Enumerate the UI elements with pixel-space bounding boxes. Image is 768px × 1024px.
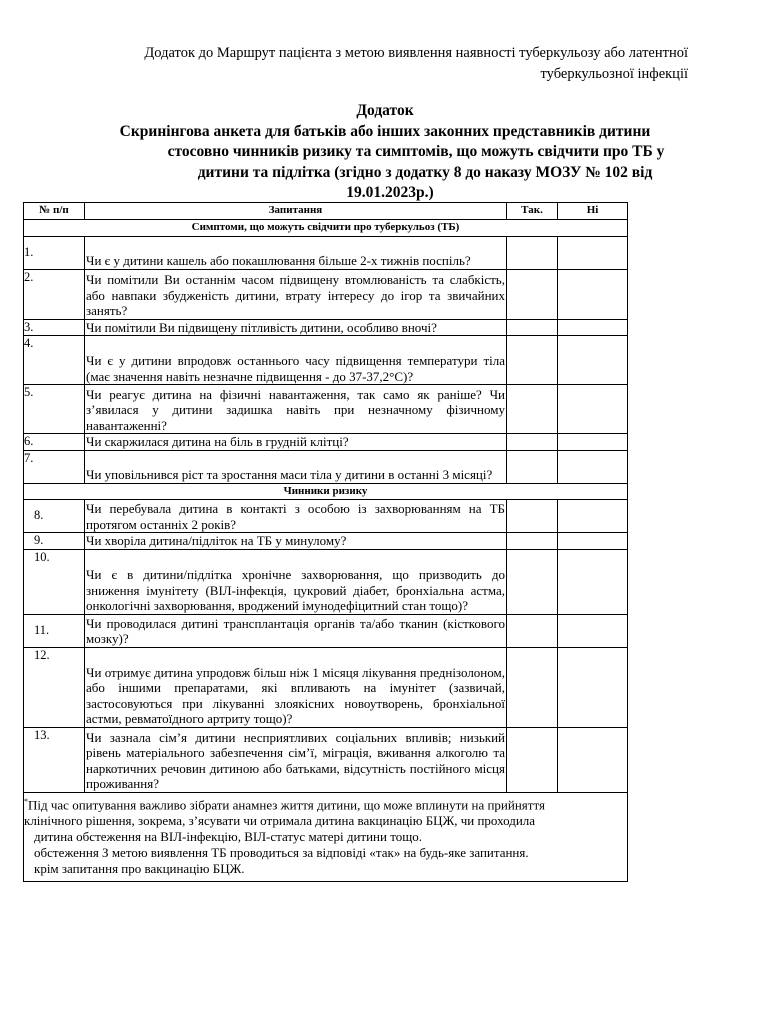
section-row-symptoms: [24, 220, 628, 237]
table-row: [24, 533, 628, 550]
header-question: Запитання: [85, 203, 507, 220]
row-number: 9.: [24, 533, 85, 550]
footnote: [24, 792, 628, 881]
header-num: № п/п: [24, 203, 85, 220]
table-row: [24, 727, 628, 792]
answer-no-cell[interactable]: [558, 236, 628, 269]
answer-no-cell[interactable]: [558, 549, 628, 614]
row-number: 3.: [24, 319, 85, 336]
answer-no-cell[interactable]: [558, 319, 628, 336]
document-title: [40, 101, 730, 204]
question-text: Чи є у дитини впродовж останнього часу підвищення температури тіла (має значення навіть незначне підвищення - до 37-37,2°С)?: [85, 336, 507, 385]
answer-yes-cell[interactable]: [507, 336, 558, 385]
title-line-1: Додаток: [356, 102, 414, 119]
table-row: [24, 319, 628, 336]
header-yes: Так.: [507, 203, 558, 220]
answer-no-cell[interactable]: [558, 727, 628, 792]
title-line-4: дитини та підлітка (згідно з додатку 8 до наказу МОЗУ № 102 від: [197, 163, 653, 181]
footnote-marker: *: [24, 796, 28, 806]
footnote-line-2: клінічного рішення, зокрема, з’ясувати чи отримала дитина вакцинацію БЦЖ, чи проходила: [24, 812, 536, 828]
title-line-3: стосовно чинників ризику та симптомів, що можуть свідчити про ТБ у: [167, 143, 665, 160]
footnote-line-4: обстеження З метою виявлення ТБ проводиться за відповіді «так» на будь-яке запитання.: [34, 844, 529, 860]
row-number: 6.: [24, 434, 85, 451]
table-row: [24, 500, 628, 533]
footnote-row: [24, 792, 628, 881]
answer-yes-cell[interactable]: [507, 236, 558, 269]
footnote-line-1: [24, 794, 627, 813]
question-text: Чи скаржилася дитина на біль в грудній клітці?: [85, 434, 507, 451]
row-number: 7.: [24, 450, 85, 483]
row-number: 11.: [24, 614, 85, 647]
row-number: 10.: [24, 549, 85, 614]
answer-no-cell[interactable]: [558, 533, 628, 550]
title-line-2: Скринінгова анкета для батьків або інших законних представників дитини: [119, 122, 651, 140]
row-number: 5.: [24, 385, 85, 434]
row-number: 2.: [24, 269, 85, 319]
question-text: Чи зазнала сім’я дитини несприятливих соціальних впливів; низький рівень матеріального забезпечення сім’ї, міграція, вживання алкоголю та наркотичних речовин дитиною або батьками, відсутність постійного місця проживання?: [85, 727, 507, 792]
answer-no-cell[interactable]: [558, 450, 628, 483]
section-title-risk-factors: Чинники ризику: [24, 483, 628, 500]
answer-yes-cell[interactable]: [507, 500, 558, 533]
table-row: [24, 385, 628, 434]
question-text: Чи проводилася дитині трансплантація органів та/або тканин (кісткового мозку)?: [86, 615, 505, 646]
question-text: Чи є в дитини/підлітка хронічне захворювання, що призводить до зниження імунітету (ВІЛ-інфекція, цукровий діабет, бронхіальна астма, онкологічні захворювання, вроджений імунодефіцитний стан тощо)?: [85, 549, 507, 614]
answer-no-cell[interactable]: [558, 434, 628, 451]
answer-no-cell[interactable]: [558, 269, 628, 319]
header-no: Ні: [558, 203, 628, 220]
question-text: Чи отримує дитина упродовж більш ніж 1 місяця лікування преднізолоном, або іншими препаратами, які впливають на імунітет (зазвичай, застосовуються при лікуванні злоякісних новоутворень, бронхіальної астми, ревматоїдного артриту тощо)?: [85, 647, 507, 727]
table-row: [24, 236, 628, 269]
table-header-row: [24, 203, 628, 220]
question-text: Чи хворіла дитина/підліток на ТБ у минулому?: [85, 533, 507, 550]
answer-yes-cell[interactable]: [507, 319, 558, 336]
table-row: [24, 614, 628, 647]
row-number: 1.: [24, 236, 85, 269]
table-row: [24, 269, 628, 319]
annex-note-line-1: Додаток до Маршрут пацієнта з метою виявлення наявності туберкульозу або латентної: [144, 45, 688, 61]
row-number: 13.: [24, 727, 85, 792]
answer-no-cell[interactable]: [558, 614, 628, 647]
footnote-line-3: дитина обстеження на ВІЛ-інфекцію, ВІЛ-статус матері дитини тощо.: [34, 828, 422, 844]
answer-yes-cell[interactable]: [507, 533, 558, 550]
answer-no-cell[interactable]: [558, 385, 628, 434]
table-row: [24, 336, 628, 385]
footnote-line-5: крім запитання про вакцинацію БЦЖ.: [34, 860, 245, 876]
table-row: [24, 434, 628, 451]
footnote-line-1-text: Під час опитування важливо зібрати анамнез життя дитини, що може вплинути на прийняття: [28, 796, 545, 812]
question-text: Чи перебувала дитина в контакті з особою із захворюванням на ТБ протягом останніх 2 років?: [86, 501, 505, 532]
question-text: Чи помітили Ви підвищену пітливість дитини, особливо вночі?: [85, 319, 507, 336]
question-text: Чи реагує дитина на фізичні навантаження, так само як раніше? Чи з’явилася у дитини задишка навіть при незначному фізичному навантаженні?: [86, 386, 505, 433]
answer-yes-cell[interactable]: [507, 614, 558, 647]
document-annex-note: [60, 43, 688, 85]
answer-yes-cell[interactable]: [507, 450, 558, 483]
table-row: [24, 647, 628, 727]
question-text: Чи є у дитини кашель або покашлювання більше 2-х тижнів поспіль?: [85, 236, 507, 269]
answer-yes-cell[interactable]: [507, 385, 558, 434]
section-title-symptoms: Симптоми, що можуть свідчити про туберкульоз (ТБ): [24, 220, 628, 237]
screening-table: [23, 202, 628, 882]
row-number: 12.: [24, 647, 85, 727]
answer-yes-cell[interactable]: [507, 727, 558, 792]
answer-yes-cell[interactable]: [507, 434, 558, 451]
row-number: 4.: [24, 336, 85, 385]
table-row: [24, 549, 628, 614]
answer-no-cell[interactable]: [558, 336, 628, 385]
title-line-5: 19.01.2023р.): [346, 184, 434, 201]
row-number: 8.: [24, 500, 85, 533]
question-text: Чи уповільнився ріст та зростання маси тіла у дитини в останні 3 місяці?: [85, 450, 507, 483]
annex-note-line-2: туберкульозної інфекції: [540, 66, 688, 82]
answer-yes-cell[interactable]: [507, 549, 558, 614]
section-row-risk-factors: [24, 483, 628, 500]
answer-no-cell[interactable]: [558, 647, 628, 727]
question-text: Чи помітили Ви останнім часом підвищену втомлюваність та слабкість, або навпаки збудженість дитини, втрату інтересу до ігор та звичайних занять?: [85, 269, 507, 319]
table-row: [24, 450, 628, 483]
answer-no-cell[interactable]: [558, 500, 628, 533]
answer-yes-cell[interactable]: [507, 269, 558, 319]
answer-yes-cell[interactable]: [507, 647, 558, 727]
